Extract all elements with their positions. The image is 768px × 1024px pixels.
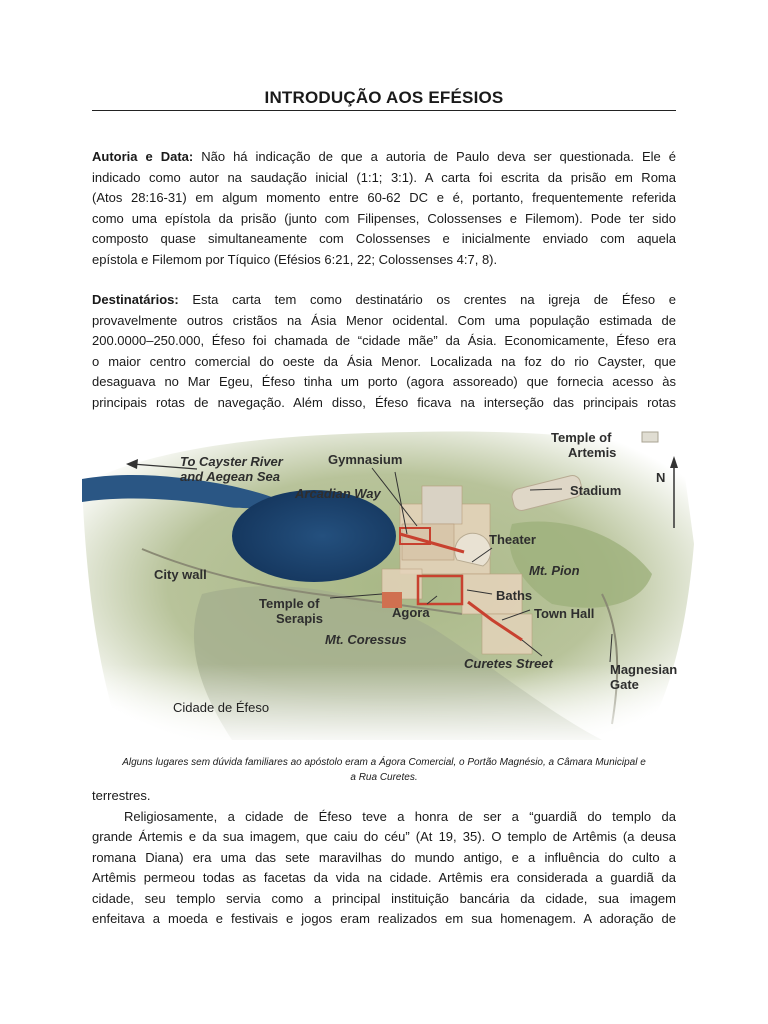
paragraph-line: Artêmis permeou todas as facetas da vida na cidade. Artêmis era considerada a guardiã da bbox=[92, 870, 676, 885]
paragraph-line: composto quase simultaneamente com Colossenses e inicialmente enviado com aquela bbox=[92, 231, 676, 246]
authorship-label: Autoria e Data: bbox=[92, 149, 194, 164]
map-label-gymnasium: Gymnasium bbox=[328, 452, 403, 467]
paragraph-line: epístola e Filemom por Tíquico (Efésios 6:21, 22; Colossenses 4:7, 8). bbox=[92, 251, 498, 267]
figure-caption-line: Alguns lugares sem dúvida familiares ao apóstolo eram a Ágora Comercial, o Portão Magnésio, a Câmara Municipal e bbox=[122, 757, 646, 768]
paragraph-line: (Atos 28:16-31) em algum momento entre 60-62 DC e é, portanto, frequentemente referida bbox=[92, 190, 676, 205]
paragraph-line: terrestres. bbox=[92, 788, 151, 803]
map-label-agora: Agora bbox=[392, 605, 430, 620]
paragraph-line: principais rotas de navegação. Além disso, Éfeso ficava na interseção das principais rotas bbox=[92, 394, 676, 410]
paragraph-line: Destinatários: Esta carta tem como destinatário os crentes na igreja de Éfeso e bbox=[92, 292, 676, 307]
map-label-magnesian-gate: Gate bbox=[610, 677, 639, 692]
map-label-mt-pion: Mt. Pion bbox=[529, 563, 580, 578]
map-label-temple-serapis: Temple of bbox=[259, 596, 320, 611]
authorship-paragraph bbox=[92, 147, 676, 270]
paragraph-line: desaguava no Mar Egeu, Éfeso tinha um porto (agora assoreado) que fornecia acesso às bbox=[92, 374, 676, 389]
paragraph-line: o maior centro comercial do oeste da Ásia Menor. Localizada na foz do rio Cayster, que bbox=[92, 353, 676, 369]
map-label-city-wall: City wall bbox=[154, 567, 207, 582]
map-label-cayster: and Aegean Sea bbox=[180, 469, 280, 484]
harbor-water bbox=[232, 490, 396, 582]
recipients-paragraph bbox=[92, 290, 676, 413]
paragraph-line: Religiosamente, a cidade de Éfeso teve a honra de ser a “guardiã do templo da bbox=[124, 808, 676, 824]
map-label-curetes: Curetes Street bbox=[464, 656, 553, 671]
map-label-temple-artemis: Temple of bbox=[551, 430, 612, 445]
paragraph-line: romana Diana) era uma das sete maravilhas do mundo antigo, e a influência do culto a bbox=[92, 849, 676, 865]
map-label-north: N bbox=[656, 470, 666, 485]
map-label-baths: Baths bbox=[496, 588, 533, 603]
religion-paragraph bbox=[92, 786, 676, 930]
map-label-stadium: Stadium bbox=[570, 483, 622, 498]
map-image-caption: Cidade de Éfeso bbox=[173, 700, 270, 715]
paragraph-line: enfeitava a moeda e festivais e jogos eram realizados em sua homenagem. A adoração de bbox=[92, 911, 676, 926]
paragraph-line: cidade, seu templo servia como a principal instituição bancária da cidade, sua imagem bbox=[92, 890, 676, 906]
map-label-temple-serapis: Serapis bbox=[276, 611, 323, 626]
paragraph-line: grande Ártemis e da sua imagem, que caiu do céu” (At 19, 35). O templo de Artêmis (a deusa bbox=[92, 829, 676, 844]
paragraph-line: Autoria e Data: Não há indicação de que a autoria de Paulo deva ser questionada. Ele é bbox=[92, 149, 676, 164]
paragraph-line: como uma epístola da prisão (junto com Filipenses, Colossenses e Filemom). Pode ter sido bbox=[92, 210, 676, 226]
map-label-magnesian-gate: Magnesian bbox=[610, 662, 678, 677]
map-label-mt-coressus: Mt. Coressus bbox=[325, 632, 407, 647]
temple-artemis-building bbox=[642, 432, 658, 442]
title-underline bbox=[92, 110, 676, 111]
paragraph-line: 200.0000–250.000, Éfeso foi chamada de “cidade mãe” da Ásia. Economicamente, Éfeso era bbox=[92, 333, 676, 348]
paragraph-line: indicado como autor na saudação inicial (1:1; 3:1). A carta foi escrita da prisão em Roma bbox=[92, 169, 676, 185]
map-label-theater: Theater bbox=[489, 532, 536, 547]
map-label-town-hall: Town Hall bbox=[534, 606, 595, 621]
ephesus-map bbox=[82, 424, 694, 740]
map-label-cayster: To Cayster River bbox=[180, 454, 283, 469]
figure-caption bbox=[70, 755, 698, 785]
map-label-arcadian: Arcadian Way bbox=[295, 486, 381, 501]
paragraph-line: provavelmente outros cristãos na Ásia Menor ocidental. Com uma população estimada de bbox=[92, 312, 676, 328]
figure-caption-line: a Rua Curetes. bbox=[350, 772, 418, 783]
recipients-label: Destinatários: bbox=[92, 292, 179, 307]
page-title: INTRODUÇÃO AOS EFÉSIOS bbox=[264, 88, 504, 107]
map-label-temple-artemis: Artemis bbox=[568, 445, 617, 460]
